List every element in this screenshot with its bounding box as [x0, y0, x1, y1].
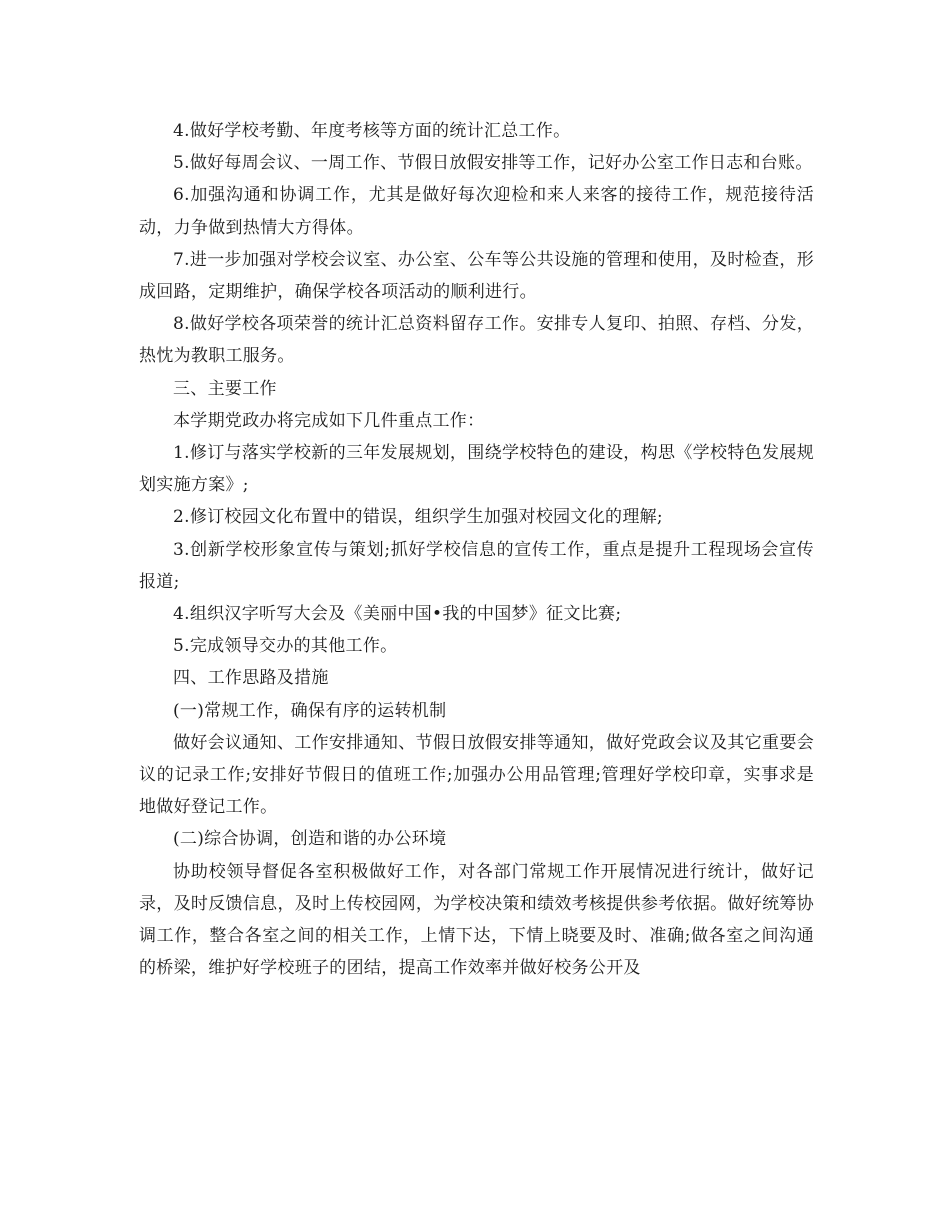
paragraph-task-3-publicity: 3.创新学校形象宣传与策划;抓好学校信息的宣传工作，重点是提升工程现场会宣传报道;	[139, 539, 814, 592]
paragraph-routine-work: 做好会议通知、工作安排通知、节假日放假安排等通知，做好党政会议及其它重要会议的记录工作;安排好节假日的值班工作;加强办公用品管理;管理好学校印章，实事求是地做好登记工作。	[139, 732, 814, 818]
paragraph-item-8-honors: 8.做好学校各项荣誉的统计汇总资料留存工作。安排专人复印、拍照、存档、分发，热忱为教职工服务。	[139, 314, 814, 367]
subheading-coordination: (二)综合协调，创造和谐的办公环境	[173, 829, 447, 850]
paragraph-task-4-contest: 4.组织汉字听写大会及《美丽中国•我的中国梦》征文比赛;	[173, 604, 622, 625]
paragraph-task-5-other: 5.完成领导交办的其他工作。	[173, 636, 398, 657]
subheading-routine-work: (一)常规工作，确保有序的运转机制	[173, 700, 447, 721]
section-heading-approach: 四、工作思路及措施	[173, 668, 329, 689]
section-heading-main-work: 三、主要工作	[173, 378, 277, 399]
paragraph-item-4-attendance: 4.做好学校考勤、年度考核等方面的统计汇总工作。	[173, 121, 571, 141]
paragraph-item-6-communication: 6.加强沟通和协调工作，尤其是做好每次迎检和来人来客的接待工作，规范接待活动，力争做到热情大方得体。	[139, 185, 814, 238]
paragraph-task-2-campus-culture: 2.修订校园文化布置中的错误，组织学生加强对校园文化的理解;	[173, 507, 663, 528]
document-body	[139, 115, 814, 984]
paragraph-task-1-planning: 1.修订与落实学校新的三年发展规划，围绕学校特色的建设，构思《学校特色发展规划实施方案》;	[139, 443, 814, 496]
paragraph-item-7-facilities: 7.进一步加强对学校会议室、办公室、公车等公共设施的管理和使用，及时检查，形成回路，定期维护，确保学校各项活动的顺利进行。	[139, 249, 814, 303]
paragraph-main-work-intro: 本学期党政办将完成如下几件重点工作：	[173, 410, 485, 431]
paragraph-coordination: 协助校领导督促各室积极做好工作，对各部门常规工作开展情况进行统计，做好记录，及时反馈信息，及时上传校园网，为学校决策和绩效考核提供参考依据。做好统筹协调工作，整合各室之间的相关工作，上情下达，下情上晓要及时、准确;做各室之间沟通的桥梁，维护好学校班子的团结，提高工作效率并做好校务公开及	[139, 861, 814, 979]
paragraph-item-5-weekly-meetings: 5.做好每周会议、一周工作、节假日放假安排等工作，记好办公室工作日志和台账。	[173, 153, 813, 174]
